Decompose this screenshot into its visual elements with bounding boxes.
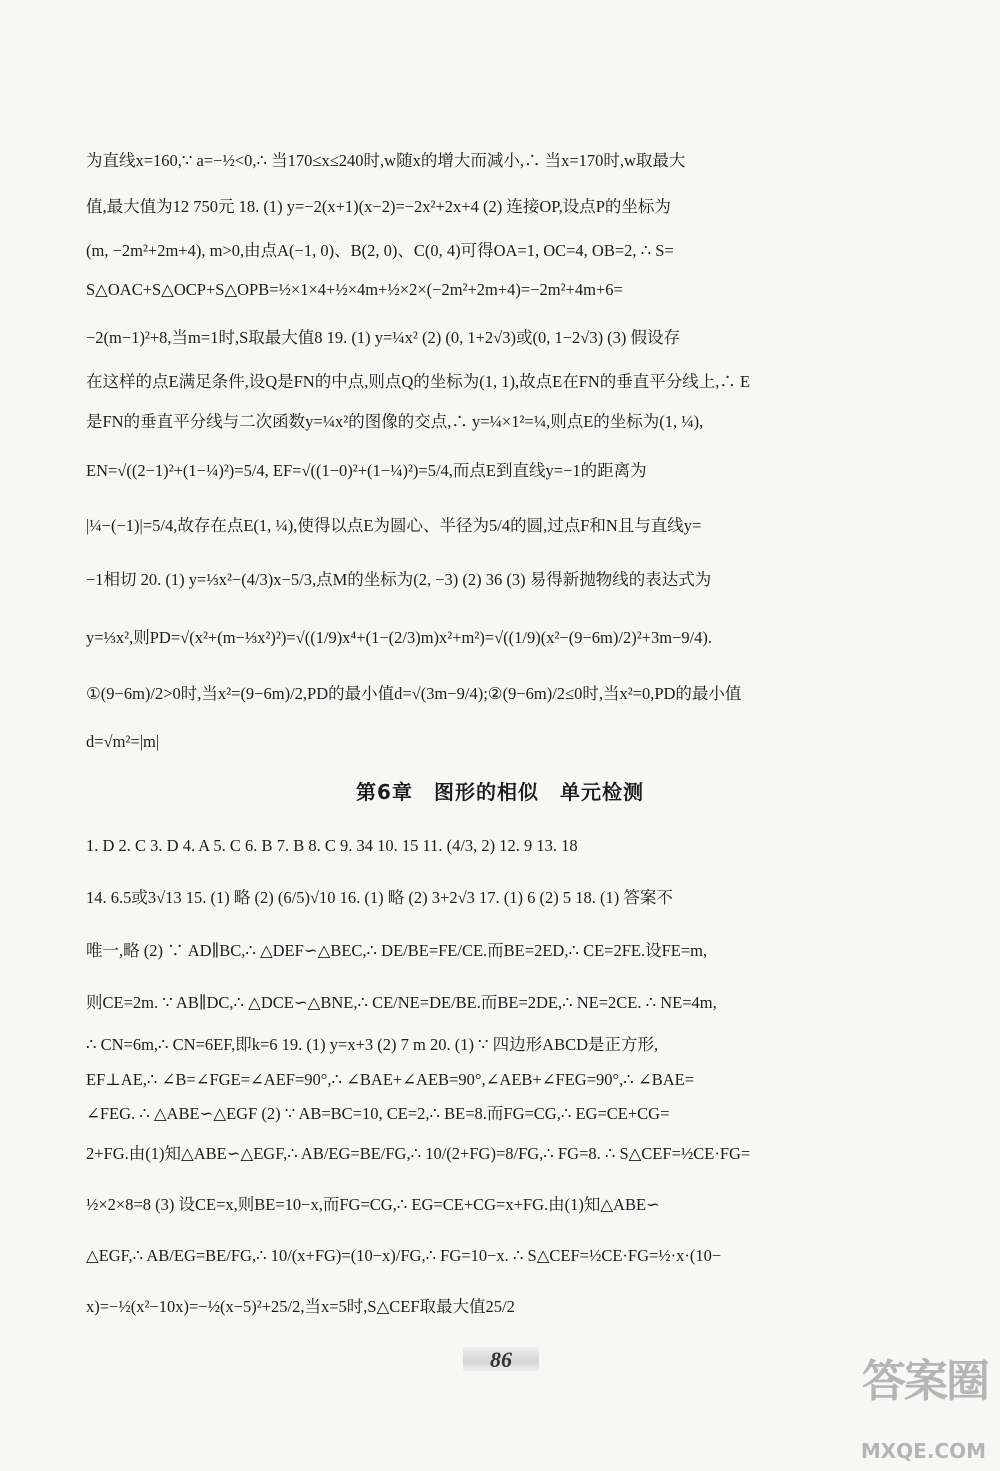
page-number: 86 (463, 1347, 539, 1371)
watermark-text: 答案圈 (862, 1356, 988, 1407)
answer-line: −1相切 20. (1) y=⅓x²−(4/3)x−5/3,点M的坐标为(2, −3) (2) 36 (3) 易得新抛物线的表达式为 (86, 570, 712, 589)
watermark-url: MXQE.COM (860, 1439, 986, 1463)
answer-line: 2+FG.由(1)知△ABE∽△EGF,∴ AB/EG=BE/FG,∴ 10/(2+FG)=8/FG,∴ FG=8. ∴ S△CEF=½CE·FG= (86, 1144, 751, 1163)
answer-line: EN=√((2−1)²+(1−¼)²)=5/4, EF=√((1−0)²+(1−¼)²)=5/4,而点E到直线y=−1的距离为 (86, 461, 647, 480)
answer-line: 是FN的垂直平分线与二次函数y=¼x²的图像的交点,∴ y=¼×1²=¼,则点E的坐标为(1, ¼), (86, 412, 704, 431)
answer-line: 则CE=2m. ∵ AB∥DC,∴ △DCE∽△BNE,∴ CE/NE=DE/BE.而BE=2DE,∴ NE=2CE. ∴ NE=4m, (86, 993, 717, 1012)
answer-line: S△OAC+S△OCP+S△OPB=½×1×4+½×4m+½×2×(−2m²+2m+4)=−2m²+4m+6= (86, 280, 623, 299)
answer-line: 1. D 2. C 3. D 4. A 5. C 6. B 7. B 8. C 9. 34 10. 15 11. (4/3, 2) 12. 9 13. 18 (86, 836, 578, 855)
answer-line: y=⅓x²,则PD=√(x²+(m−⅓x²)²)=√((1/9)x⁴+(1−(2/3)m)x²+m²)=√((1/9)(x²−(9−6m)/2)²+3m−9/4). (86, 628, 713, 647)
answer-line: (m, −2m²+2m+4), m>0,由点A(−1, 0)、B(2, 0)、C(0, 4)可得OA=1, OC=4, OB=2, ∴ S= (86, 241, 674, 260)
watermark-logo (830, 1345, 990, 1467)
answer-line: 在这样的点E满足条件,设Q是FN的中点,则点Q的坐标为(1, 1),故点E在FN的垂直平分线上,∴ E (86, 372, 751, 391)
answer-line: ①(9−6m)/2>0时,当x²=(9−6m)/2,PD的最小值d=√(3m−9/4);②(9−6m)/2≤0时,当x²=0,PD的最小值 (86, 684, 742, 703)
answer-line: EF⊥AE,∴ ∠B=∠FGE=∠AEF=90°,∴ ∠BAE+∠AEB=90°,∠AEB+∠FEG=90°,∴ ∠BAE= (86, 1070, 694, 1089)
answer-line: ∠FEG. ∴ △ABE∽△EGF (2) ∵ AB=BC=10, CE=2,∴ BE=8.而FG=CG,∴ EG=CE+CG= (86, 1104, 670, 1123)
answer-line: ½×2×8=8 (3) 设CE=x,则BE=10−x,而FG=CG,∴ EG=CE+CG=x+FG.由(1)知△ABE∽ (86, 1195, 660, 1214)
answer-line: d=√m²=|m| (86, 732, 160, 751)
answer-line: 值,最大值为12 750元 18. (1) y=−2(x+1)(x−2)=−2x²+2x+4 (2) 连接OP,设点P的坐标为 (86, 197, 671, 216)
answer-line: 为直线x=160,∵ a=−½<0,∴ 当170≤x≤240时,w随x的增大而减小,∴ 当x=170时,w取最大 (86, 151, 686, 170)
answer-line: 14. 6.5或3√13 15. (1) 略 (2) (6/5)√10 16. (1) 略 (2) 3+2√3 17. (1) 6 (2) 5 18. (1) 答案不 (86, 888, 673, 907)
chapter-title: 第6章 图形的相似 单元检测 (356, 780, 644, 804)
answer-line: 唯一,略 (2) ∵ AD∥BC,∴ △DEF∽△BEC,∴ DE/BE=FE/CE.而BE=2ED,∴ CE=2FE.设FE=m, (86, 941, 708, 960)
answer-line: −2(m−1)²+8,当m=1时,S取最大值8 19. (1) y=¼x² (2) (0, 1+2√3)或(0, 1−2√3) (3) 假设存 (86, 328, 681, 347)
answer-line: x)=−½(x²−10x)=−½(x−5)²+25/2,当x=5时,S△CEF取最大值25/2 (86, 1297, 515, 1316)
answer-line: △EGF,∴ AB/EG=BE/FG,∴ 10/(x+FG)=(10−x)/FG,∴ FG=10−x. ∴ S△CEF=½CE·FG=½·x·(10− (86, 1246, 722, 1265)
answer-line: |¼−(−1)|=5/4,故存在点E(1, ¼),使得以点E为圆心、半径为5/4的圆,过点F和N且与直线y= (86, 516, 702, 535)
answer-line: ∴ CN=6m,∴ CN=6EF,即k=6 19. (1) y=x+3 (2) 7 m 20. (1) ∵ 四边形ABCD是正方形, (86, 1035, 659, 1054)
